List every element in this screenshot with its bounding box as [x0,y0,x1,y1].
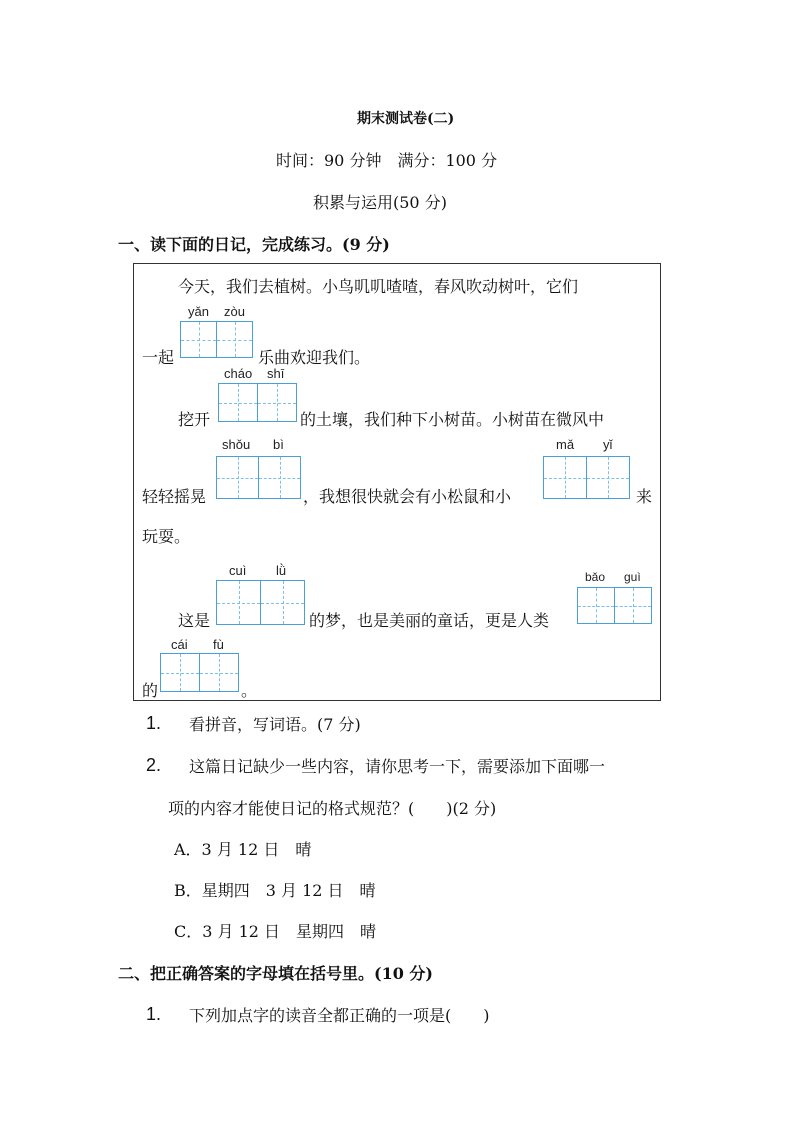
diary-line4-post: 来 [636,487,653,506]
time-info: 时间：90 分钟 满分：100 分 [276,151,498,170]
q2-option-a[interactable]: A．3 月 12 日 晴 [174,840,312,859]
answer-grid-shoubi[interactable] [216,456,301,499]
pinyin-baogui-1: bǎo [585,570,606,584]
diary-line2-post: 乐曲欢迎我们。 [258,348,371,367]
diary-line4-mid: ，我想很快就会有小松鼠和小 [303,487,512,506]
diary-line3-post: 的土壤，我们种下小树苗。小树苗在微风中 [300,410,605,429]
q1-text: 看拼音，写词语。(7 分) [189,715,361,734]
pinyin-chaoshi-1: cháo [224,366,253,381]
pinyin-yanzou-2: zòu [224,304,245,319]
diary-line1: 今天，我们去植树。小鸟叽叽喳喳，春风吹动树叶，它们 [178,277,579,296]
diary-line4-pre: 轻轻摇晃 [142,487,207,506]
answer-grid-yanzou[interactable] [180,321,253,358]
diary-line3-pre: 挖开 [178,410,211,429]
q1-number: 1. [146,713,162,733]
answer-grid-mayi[interactable] [543,456,630,499]
diary-line6-post: 的梦，也是美丽的童话，更是人类 [309,611,550,630]
diary-line5: 玩耍。 [142,527,191,546]
q2-option-b[interactable]: B．星期四 3 月 12 日 晴 [174,881,376,900]
pinyin-mayi-1: mǎ [556,437,575,452]
pinyin-chaoshi-2: shī [267,366,285,381]
q2-text-line1: 这篇日记缺少一些内容，请你思考一下，需要添加下面哪一 [189,757,606,776]
part2-q1-number: 1. [146,1004,162,1024]
answer-grid-caifu[interactable] [160,653,239,692]
diary-line6-pre: 这是 [178,611,211,630]
diary-line7-pre: 的 [142,681,159,700]
answer-grid-chaoshi[interactable] [218,383,297,422]
diary-line2-pre: 一起 [142,348,175,367]
pinyin-shoubi-2: bì [273,437,284,452]
pinyin-caifu-2: fù [213,637,224,652]
answer-grid-cuilv[interactable] [216,580,305,625]
pinyin-baogui-2: guì [624,570,641,584]
part2-heading: 二、把正确答案的字母填在括号里。(10 分) [118,964,433,983]
pinyin-cuilv-2: lǜ [276,563,287,578]
part1-heading: 一、读下面的日记，完成练习。(9 分) [118,235,390,254]
q2-option-c[interactable]: C．3 月 12 日 星期四 晴 [174,922,377,941]
part2-q1-text: 下列加点字的读音全都正确的一项是( ) [189,1006,490,1025]
page-title: 期末测试卷(二) [357,111,455,127]
q2-number: 2. [146,755,162,775]
pinyin-mayi-2: yǐ [603,437,613,452]
answer-grid-baogui[interactable] [577,587,652,624]
q2-text-line2: 项的内容才能使日记的格式规范？( )(2 分) [168,799,497,818]
section-title: 积累与运用(50 分) [313,193,447,212]
pinyin-caifu-1: cái [171,637,188,652]
pinyin-yanzou-1: yǎn [188,304,209,319]
pinyin-shoubi-1: shǒu [222,437,251,452]
pinyin-cuilv-1: cuì [229,563,247,578]
diary-line7-post: 。 [241,681,258,700]
